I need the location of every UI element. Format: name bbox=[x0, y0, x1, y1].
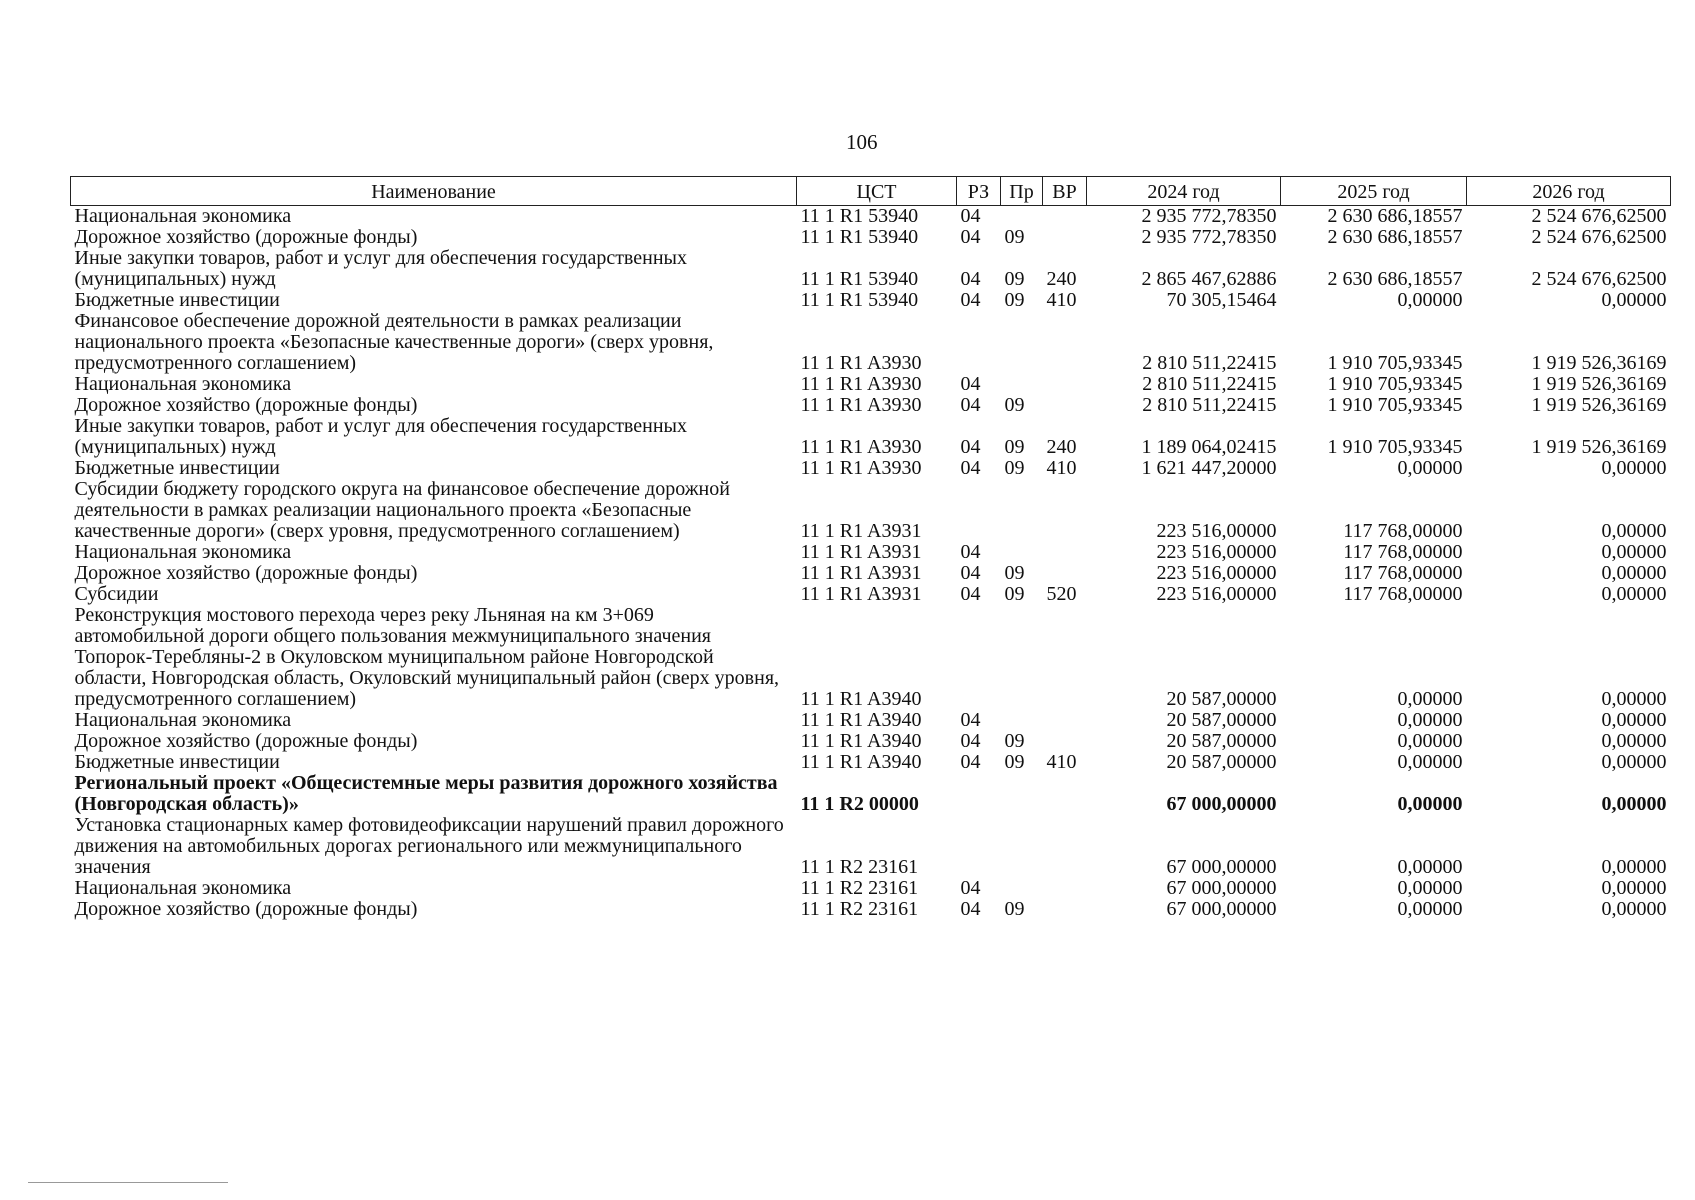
cell-rz bbox=[957, 311, 1001, 374]
cell-y2024: 67 000,00000 bbox=[1166, 877, 1277, 899]
cell-y2026: 2 524 676,62500 bbox=[1531, 205, 1667, 227]
cell-y2026: 0,00000 bbox=[1601, 520, 1667, 542]
cell-rz: 04 bbox=[960, 583, 981, 605]
cell-y2024: 67 000,00000 bbox=[1166, 856, 1277, 878]
cell-cst: 11 1 R2 23161 bbox=[800, 898, 919, 920]
cell-y2025: 0,00000 bbox=[1397, 877, 1463, 899]
header-cst: ЦСТ bbox=[797, 177, 957, 206]
cell-y2026: 0,00000 bbox=[1601, 562, 1667, 584]
cell-y2024: 1 621 447,20000 bbox=[1141, 457, 1277, 479]
header-vr: ВР bbox=[1043, 177, 1087, 206]
cell-y2025: 0,00000 bbox=[1397, 751, 1463, 773]
cell-y2024: 1 189 064,02415 bbox=[1141, 436, 1277, 458]
cell-rz: 04 bbox=[960, 205, 981, 227]
cell-vr bbox=[1043, 710, 1087, 731]
cell-y2024: 2 935 772,78350 bbox=[1141, 226, 1277, 248]
cell-vr: 520 bbox=[1046, 583, 1077, 605]
cell-vr bbox=[1043, 395, 1087, 416]
cell-cst: 11 1 R1 53940 bbox=[800, 289, 919, 311]
cell-y2026: 0,00000 bbox=[1601, 709, 1667, 731]
cell-name: Субсидии бюджету городского округа на финансовое обеспечение дорожной деятельности в рамках реализации национального проекта «Безопасные качественные дороги» (сверх уровня, предусмотренного соглашением) bbox=[74, 478, 730, 542]
header-pr: Пр bbox=[1001, 177, 1043, 206]
cell-y2025: 0,00000 bbox=[1397, 856, 1463, 878]
cell-y2025: 0,00000 bbox=[1397, 793, 1463, 815]
footer-rule bbox=[28, 1182, 228, 1183]
header-2026: 2026 год bbox=[1467, 177, 1671, 206]
cell-y2024: 223 516,00000 bbox=[1156, 583, 1277, 605]
cell-y2025: 0,00000 bbox=[1397, 709, 1463, 731]
cell-cst: 11 1 R1 A3931 bbox=[800, 520, 922, 542]
cell-name: Дорожное хозяйство (дорожные фонды) bbox=[74, 226, 418, 248]
cell-name: Иные закупки товаров, работ и услуг для обеспечения государственных (муниципальных) нужд bbox=[74, 415, 687, 458]
cell-y2024: 2 810 511,22415 bbox=[1142, 373, 1277, 395]
header-2025: 2025 год bbox=[1281, 177, 1467, 206]
table-row bbox=[71, 584, 1671, 605]
cell-pr: 09 bbox=[1004, 898, 1025, 920]
cell-pr: 09 bbox=[1004, 268, 1025, 290]
cell-vr bbox=[1043, 542, 1087, 563]
cell-name: Бюджетные инвестиции bbox=[74, 751, 280, 773]
cell-y2024: 20 587,00000 bbox=[1166, 751, 1277, 773]
cell-pr bbox=[1001, 311, 1043, 374]
table-row bbox=[71, 290, 1671, 311]
table-row bbox=[71, 878, 1671, 899]
cell-rz bbox=[957, 815, 1001, 878]
cell-y2026: 2 524 676,62500 bbox=[1531, 226, 1667, 248]
cell-y2024: 67 000,00000 bbox=[1166, 898, 1277, 920]
cell-y2025: 117 768,00000 bbox=[1343, 520, 1463, 542]
cell-y2024: 223 516,00000 bbox=[1156, 520, 1277, 542]
cell-cst: 11 1 R1 53940 bbox=[800, 268, 919, 290]
cell-y2026: 0,00000 bbox=[1601, 730, 1667, 752]
cell-name: Установка стационарных камер фотовидеофиксации нарушений правил дорожного движения на автомобильных дорогах регионального или межмуниципального значения bbox=[74, 814, 784, 878]
table-row bbox=[71, 416, 1671, 458]
cell-vr bbox=[1043, 479, 1087, 542]
cell-pr bbox=[1001, 479, 1043, 542]
cell-y2024: 20 587,00000 bbox=[1166, 730, 1277, 752]
page-number: 106 bbox=[846, 130, 878, 154]
cell-y2026: 0,00000 bbox=[1601, 289, 1667, 311]
cell-rz bbox=[957, 479, 1001, 542]
cell-y2025: 2 630 686,18557 bbox=[1327, 205, 1463, 227]
cell-pr bbox=[1001, 710, 1043, 731]
cell-cst: 11 1 R2 23161 bbox=[800, 856, 919, 878]
cell-cst: 11 1 R1 A3940 bbox=[800, 709, 922, 731]
cell-name: Иные закупки товаров, работ и услуг для обеспечения государственных (муниципальных) нужд bbox=[74, 247, 687, 290]
table-row bbox=[71, 710, 1671, 731]
table-row bbox=[71, 731, 1671, 752]
cell-pr: 09 bbox=[1004, 457, 1025, 479]
cell-y2026: 0,00000 bbox=[1601, 898, 1667, 920]
table-row bbox=[71, 311, 1671, 374]
cell-name: Национальная экономика bbox=[74, 373, 292, 395]
cell-rz: 04 bbox=[960, 898, 981, 920]
cell-y2025: 2 630 686,18557 bbox=[1327, 226, 1463, 248]
cell-y2026: 1 919 526,36169 bbox=[1531, 394, 1667, 416]
cell-y2026: 0,00000 bbox=[1601, 751, 1667, 773]
cell-rz: 04 bbox=[960, 562, 981, 584]
cell-vr bbox=[1043, 773, 1087, 815]
cell-name: Бюджетные инвестиции bbox=[74, 457, 280, 479]
cell-y2025: 0,00000 bbox=[1397, 688, 1463, 710]
cell-y2024: 70 305,15464 bbox=[1166, 289, 1277, 311]
cell-pr: 09 bbox=[1004, 226, 1025, 248]
cell-name: Национальная экономика bbox=[74, 541, 292, 563]
cell-name: Региональный проект «Общесистемные меры развития дорожного хозяйства (Новгородская область)» bbox=[74, 772, 778, 815]
cell-y2025: 1 910 705,93345 bbox=[1327, 436, 1463, 458]
cell-y2025: 0,00000 bbox=[1397, 289, 1463, 311]
cell-y2026: 0,00000 bbox=[1601, 457, 1667, 479]
cell-rz: 04 bbox=[960, 373, 981, 395]
cell-pr: 09 bbox=[1004, 583, 1025, 605]
cell-y2025: 0,00000 bbox=[1397, 730, 1463, 752]
cell-vr bbox=[1043, 311, 1087, 374]
cell-cst: 11 1 R1 A3931 bbox=[800, 583, 922, 605]
cell-vr: 240 bbox=[1046, 268, 1077, 290]
table-row bbox=[71, 542, 1671, 563]
cell-pr bbox=[1001, 815, 1043, 878]
cell-cst: 11 1 R1 A3940 bbox=[800, 730, 922, 752]
cell-vr bbox=[1043, 563, 1087, 584]
cell-name: Национальная экономика bbox=[74, 709, 292, 731]
cell-cst: 11 1 R1 53940 bbox=[800, 226, 919, 248]
cell-y2025: 117 768,00000 bbox=[1343, 583, 1463, 605]
cell-rz: 04 bbox=[960, 457, 981, 479]
table-row bbox=[71, 395, 1671, 416]
cell-rz: 04 bbox=[960, 226, 981, 248]
cell-rz: 04 bbox=[960, 436, 981, 458]
cell-vr: 410 bbox=[1046, 457, 1077, 479]
cell-y2025: 117 768,00000 bbox=[1343, 562, 1463, 584]
cell-cst: 11 1 R1 A3930 bbox=[800, 457, 922, 479]
cell-y2025: 1 910 705,93345 bbox=[1327, 352, 1463, 374]
cell-cst: 11 1 R2 23161 bbox=[800, 877, 919, 899]
cell-vr: 410 bbox=[1046, 751, 1077, 773]
cell-name: Субсидии bbox=[74, 583, 159, 605]
table-row bbox=[71, 206, 1671, 228]
cell-rz: 04 bbox=[960, 394, 981, 416]
cell-y2024: 67 000,00000 bbox=[1166, 793, 1277, 815]
table-row bbox=[71, 605, 1671, 710]
cell-vr bbox=[1043, 899, 1087, 920]
cell-name: Дорожное хозяйство (дорожные фонды) bbox=[74, 562, 418, 584]
budget-table bbox=[70, 176, 1671, 920]
header-rz: РЗ bbox=[957, 177, 1001, 206]
cell-rz bbox=[957, 773, 1001, 815]
table-row bbox=[71, 227, 1671, 248]
cell-pr bbox=[1001, 773, 1043, 815]
cell-y2024: 2 810 511,22415 bbox=[1142, 394, 1277, 416]
cell-y2024: 223 516,00000 bbox=[1156, 562, 1277, 584]
cell-cst: 11 1 R1 A3930 bbox=[800, 373, 922, 395]
table-row bbox=[71, 458, 1671, 479]
cell-y2026: 1 919 526,36169 bbox=[1531, 373, 1667, 395]
table-row bbox=[71, 899, 1671, 920]
cell-rz: 04 bbox=[960, 730, 981, 752]
cell-pr: 09 bbox=[1004, 751, 1025, 773]
cell-y2025: 1 910 705,93345 bbox=[1327, 373, 1463, 395]
cell-pr bbox=[1001, 542, 1043, 563]
cell-name: Дорожное хозяйство (дорожные фонды) bbox=[74, 898, 418, 920]
cell-y2026: 1 919 526,36169 bbox=[1531, 436, 1667, 458]
cell-cst: 11 1 R1 A3931 bbox=[800, 541, 922, 563]
cell-vr bbox=[1043, 815, 1087, 878]
cell-pr bbox=[1001, 605, 1043, 710]
cell-y2024: 2 810 511,22415 bbox=[1142, 352, 1277, 374]
cell-cst: 11 1 R1 A3931 bbox=[800, 562, 922, 584]
table-row bbox=[71, 773, 1671, 815]
cell-cst: 11 1 R1 A3930 bbox=[800, 352, 922, 374]
cell-name: Реконструкция мостового перехода через реку Льняная на км 3+069 автомобильной дороги общего пользования межмуниципального значения Топорок-Теребляны-2 в Окуловском муниципальном районе Новгородской области, Новгородская область, Окуловский муниципальный район (сверх уровня, предусмотренного соглашением) bbox=[74, 604, 780, 710]
cell-vr bbox=[1043, 878, 1087, 899]
table-body bbox=[71, 206, 1671, 921]
cell-vr: 410 bbox=[1046, 289, 1077, 311]
cell-pr: 09 bbox=[1004, 730, 1025, 752]
cell-y2026: 0,00000 bbox=[1601, 856, 1667, 878]
cell-y2026: 0,00000 bbox=[1601, 877, 1667, 899]
cell-y2024: 2 935 772,78350 bbox=[1141, 205, 1277, 227]
cell-y2025: 0,00000 bbox=[1397, 457, 1463, 479]
cell-y2026: 0,00000 bbox=[1601, 688, 1667, 710]
cell-pr: 09 bbox=[1004, 562, 1025, 584]
cell-vr bbox=[1043, 227, 1087, 248]
cell-pr bbox=[1001, 878, 1043, 899]
table-row bbox=[71, 752, 1671, 773]
cell-name: Финансовое обеспечение дорожной деятельности в рамках реализации национального проекта «Безопасные качественные дороги» (сверх уровня, предусмотренного соглашением) bbox=[74, 310, 714, 374]
cell-rz: 04 bbox=[960, 751, 981, 773]
header-2024: 2024 год bbox=[1087, 177, 1281, 206]
cell-y2026: 1 919 526,36169 bbox=[1531, 352, 1667, 374]
cell-cst: 11 1 R2 00000 bbox=[800, 793, 919, 815]
cell-y2025: 0,00000 bbox=[1397, 898, 1463, 920]
cell-vr bbox=[1043, 731, 1087, 752]
cell-name: Национальная экономика bbox=[74, 205, 292, 227]
cell-pr bbox=[1001, 374, 1043, 395]
cell-vr bbox=[1043, 206, 1087, 228]
cell-rz: 04 bbox=[960, 877, 981, 899]
cell-y2025: 117 768,00000 bbox=[1343, 541, 1463, 563]
header-name: Наименование bbox=[71, 177, 797, 206]
cell-y2024: 223 516,00000 bbox=[1156, 541, 1277, 563]
cell-pr: 09 bbox=[1004, 394, 1025, 416]
cell-y2026: 0,00000 bbox=[1601, 793, 1667, 815]
cell-vr bbox=[1043, 605, 1087, 710]
table-header bbox=[71, 177, 1671, 206]
cell-cst: 11 1 R1 53940 bbox=[800, 205, 919, 227]
cell-rz: 04 bbox=[960, 541, 981, 563]
cell-rz: 04 bbox=[960, 709, 981, 731]
cell-cst: 11 1 R1 A3930 bbox=[800, 436, 922, 458]
table-row bbox=[71, 374, 1671, 395]
cell-name: Бюджетные инвестиции bbox=[74, 289, 280, 311]
cell-pr bbox=[1001, 206, 1043, 228]
cell-y2026: 0,00000 bbox=[1601, 583, 1667, 605]
cell-y2026: 2 524 676,62500 bbox=[1531, 268, 1667, 290]
cell-name: Дорожное хозяйство (дорожные фонды) bbox=[74, 730, 418, 752]
cell-cst: 11 1 R1 A3940 bbox=[800, 688, 922, 710]
cell-y2024: 20 587,00000 bbox=[1166, 688, 1277, 710]
cell-y2025: 1 910 705,93345 bbox=[1327, 394, 1463, 416]
cell-y2025: 2 630 686,18557 bbox=[1327, 268, 1463, 290]
table-row bbox=[71, 815, 1671, 878]
cell-rz: 04 bbox=[960, 268, 981, 290]
table-row bbox=[71, 248, 1671, 290]
cell-name: Дорожное хозяйство (дорожные фонды) bbox=[74, 394, 418, 416]
table-row bbox=[71, 563, 1671, 584]
cell-vr: 240 bbox=[1046, 436, 1077, 458]
cell-pr: 09 bbox=[1004, 289, 1025, 311]
table-row bbox=[71, 479, 1671, 542]
cell-cst: 11 1 R1 A3940 bbox=[800, 751, 922, 773]
cell-name: Национальная экономика bbox=[74, 877, 292, 899]
cell-rz: 04 bbox=[960, 289, 981, 311]
cell-y2026: 0,00000 bbox=[1601, 541, 1667, 563]
cell-rz bbox=[957, 605, 1001, 710]
cell-cst: 11 1 R1 A3930 bbox=[800, 394, 922, 416]
cell-y2024: 20 587,00000 bbox=[1166, 709, 1277, 731]
cell-vr bbox=[1043, 374, 1087, 395]
cell-pr: 09 bbox=[1004, 436, 1025, 458]
cell-y2024: 2 865 467,62886 bbox=[1141, 268, 1277, 290]
